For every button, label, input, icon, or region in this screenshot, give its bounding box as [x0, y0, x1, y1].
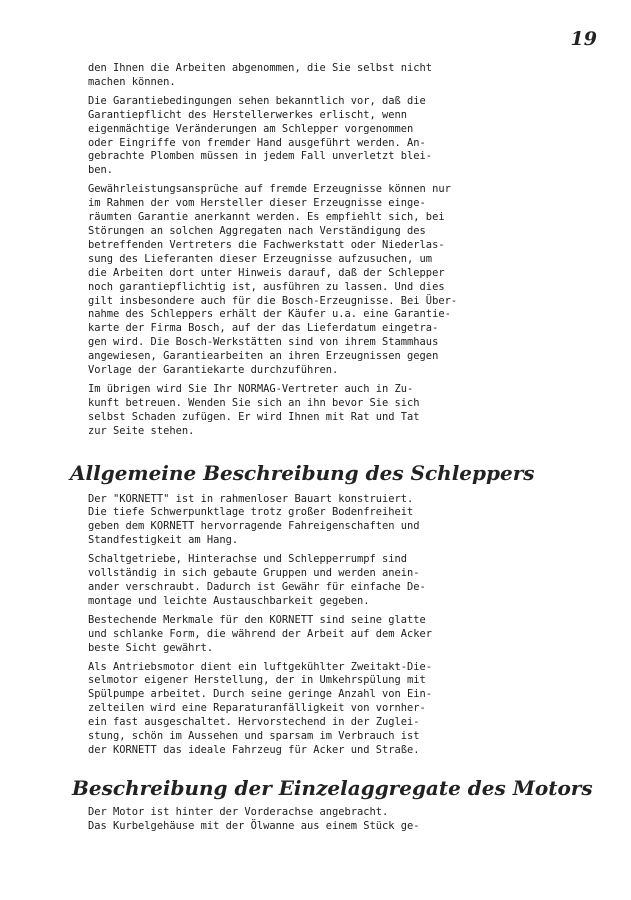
paragraph: [88, 661, 558, 758]
text-line: beste Sicht gewährt.: [88, 641, 214, 654]
text-line: Garantiepflicht des Herstellerwerkes erlischt, wenn: [88, 108, 408, 121]
text-line: kunft betreuen. Wenden Sie sich an ihn bevor Sie sich: [88, 396, 420, 409]
text-line: Schaltgetriebe, Hinterachse und Schlepperrumpf sind: [88, 553, 408, 566]
text-line: zur Seite stehen.: [88, 424, 195, 437]
page-number: 19: [570, 28, 597, 50]
text-line: gebrachte Plomben müssen in jedem Fall unverletzt blei-: [88, 150, 433, 163]
text-line: die Arbeiten dort unter Hinweis darauf, daß der Schlepper: [88, 266, 445, 279]
paragraph: [88, 553, 558, 609]
text-line: Standfestigkeit am Hang.: [88, 534, 239, 547]
text-line: Die tiefe Schwerpunktlage trotz großer Bodenfreiheit: [88, 506, 414, 519]
text-line: vollständig in sich gebaute Gruppen und werden anein-: [88, 567, 420, 580]
paragraph: [88, 62, 558, 90]
intro-section: [88, 62, 558, 439]
text-line: montage und leichte Austauschbarkeit gegeben.: [88, 594, 370, 607]
section-heading-engine-components: Beschreibung der Einzelaggregate des Motors: [72, 775, 593, 800]
text-line: im Rahmen der vom Hersteller dieser Erzeugnisse einge-: [88, 197, 426, 210]
paragraph: [88, 95, 558, 178]
paragraph: [88, 806, 558, 834]
text-line: zelteilen wird eine Reparaturanfälligkeit von vornher-: [88, 702, 426, 715]
text-line: Der Motor ist hinter der Vorderachse angebracht.: [88, 805, 389, 818]
paragraph: [88, 493, 558, 549]
text-line: Vorlage der Garantiekarte durchzuführen.: [88, 364, 339, 377]
text-line: ben.: [88, 164, 114, 177]
text-line: machen können.: [88, 75, 176, 88]
text-line: Im übrigen wird Sie Ihr NORMAG-Vertreter auch in Zu-: [88, 382, 414, 395]
text-line: ein fast ausgeschaltet. Hervorstechend in der Zuglei-: [88, 716, 420, 729]
section-heading-general-description: Allgemeine Beschreibung des Schleppers: [70, 460, 535, 485]
text-line: Bestechende Merkmale für den KORNETT sind seine glatte: [88, 613, 426, 626]
text-line: gen wird. Die Bosch-Werkstätten sind von ihrem Stammhaus: [88, 336, 439, 349]
text-line: Der "KORNETT" ist in rahmenloser Bauart konstruiert.: [88, 492, 414, 505]
text-line: selmotor eigener Herstellung, der in Umkehrspülung mit: [88, 674, 426, 687]
text-line: betreffenden Vertreters die Fachwerkstatt oder Niederlas-: [88, 238, 445, 251]
text-line: Gewährleistungsansprüche auf fremde Erzeugnisse können nur: [88, 183, 451, 196]
text-line: nahme des Schleppers erhält der Käufer u.a. eine Garantie-: [88, 308, 451, 321]
text-line: gilt insbesondere auch für die Bosch-Erzeugnisse. Bei Über-: [88, 294, 458, 307]
text-line: der KORNETT das ideale Fahrzeug für Acker und Straße.: [88, 743, 420, 756]
text-line: Als Antriebsmotor dient ein luftgekühlter Zweitakt-Die-: [88, 660, 433, 673]
text-line: selbst Schaden zufügen. Er wird Ihnen mit Rat und Tat: [88, 410, 420, 423]
text-line: räumten Garantie anerkannt werden. Es empfiehlt sich, bei: [88, 211, 445, 224]
text-line: Die Garantiebedingungen sehen bekanntlich vor, daß die: [88, 94, 426, 107]
text-line: sung des Lieferanten dieser Erzeugnisse aufzusuchen, um: [88, 252, 433, 265]
engine-components-section: [88, 806, 558, 834]
text-line: Das Kurbelgehäuse mit der Ölwanne aus einem Stück ge-: [88, 819, 420, 832]
text-line: oder Eingriffe von fremder Hand ausgeführt werden. An-: [88, 136, 426, 149]
general-description-section: [88, 493, 558, 758]
text-line: stung, schön im Aussehen und sparsam im Verbrauch ist: [88, 730, 420, 743]
text-line: ander verschraubt. Dadurch ist Gewähr für einfache De-: [88, 581, 426, 593]
paragraph: [88, 183, 558, 378]
text-line: angewiesen, Garantiearbeiten an ihren Erzeugnissen gegen: [88, 350, 439, 363]
paragraph: [88, 614, 558, 656]
paragraph: [88, 383, 558, 439]
text-line: geben dem KORNETT hervorragende Fahreigenschaften und: [88, 520, 420, 533]
page-body: [70, 62, 593, 839]
text-line: noch garantiepflichtig ist, ausführen zu lassen. Und dies: [88, 280, 445, 293]
text-line: Störungen an solchen Aggregaten nach Verständigung des: [88, 224, 426, 237]
text-line: und schlanke Form, die während der Arbeit auf dem Acker: [88, 627, 433, 640]
text-line: den Ihnen die Arbeiten abgenommen, die Sie selbst nicht: [88, 62, 433, 74]
text-line: eigenmächtige Veränderungen am Schlepper vorgenommen: [88, 122, 414, 135]
text-line: karte der Firma Bosch, auf der das Lieferdatum eingetra-: [88, 322, 439, 335]
text-line: Spülpumpe arbeitet. Durch seine geringe Anzahl von Ein-: [88, 688, 433, 701]
